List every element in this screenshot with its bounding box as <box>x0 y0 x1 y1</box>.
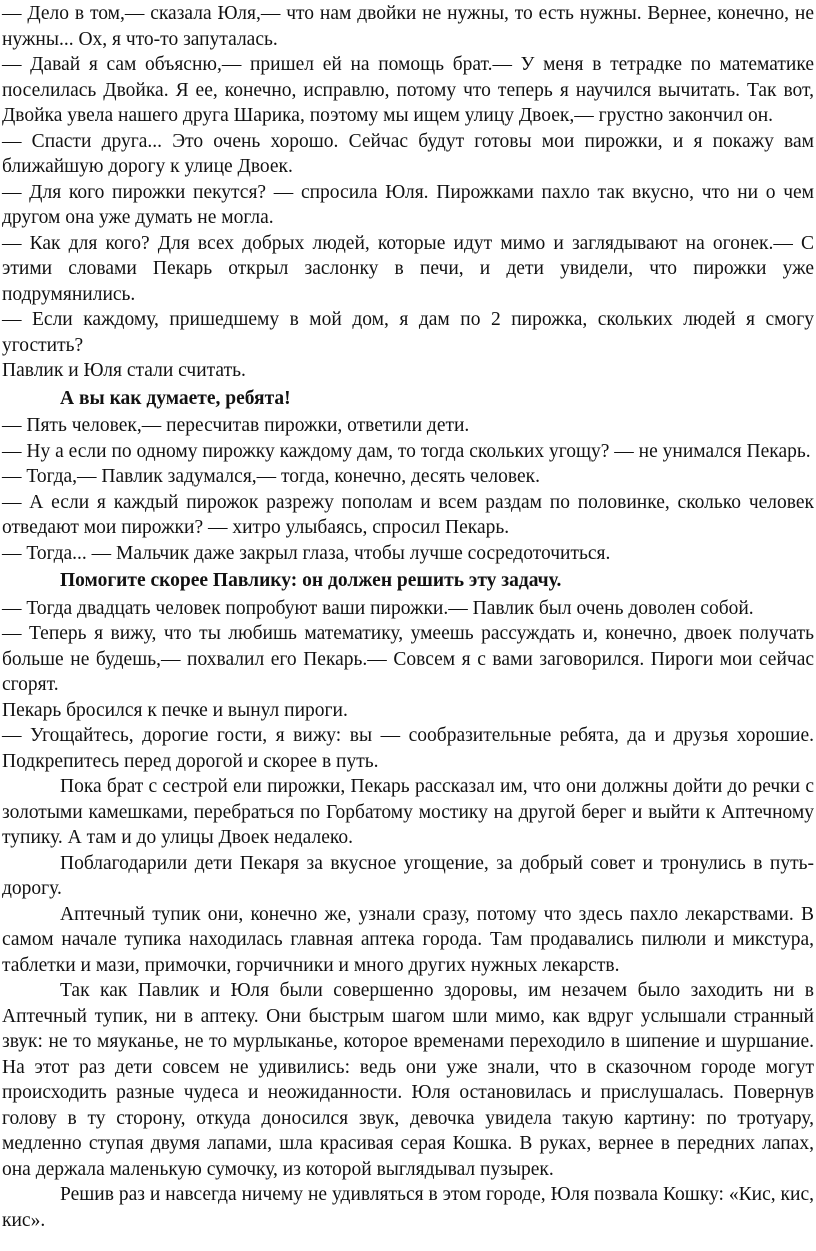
paragraph-13: — Тогда... — Мальчик даже закрыл глаза, чтобы лучше сосредоточиться. <box>2 542 611 564</box>
paragraph-4: — Для кого пирожки пекутся? — спросила Юля. Пирожками пахло так вкусно, что ни о чем другом она уже думать не могла. <box>2 181 814 228</box>
paragraph-19: Пока брат с сестрой ели пирожки, Пекарь рассказал им, что они должны дойти до речки с золотыми камешками, перебраться по Горбатому мостику на другой берег и выйти к Аптечному тупику. А там и до улицы Двоек недалеко. <box>2 776 814 848</box>
paragraph-15: — Тогда двадцать человек попробуют ваши пирожки.— Павлик был очень доволен собой. <box>2 597 754 619</box>
paragraph-3: — Спасти друга... Это очень хорошо. Сейчас будут готовы мои пирожки, и я покажу вам ближайшую дорогу к улице Двоек. <box>2 130 814 177</box>
paragraph-11: — Тогда,— Павлик задумался,— тогда, конечно, десять человек. <box>2 466 541 487</box>
paragraph-9: — Пять человек,— пересчитав пирожки, ответили дети. <box>2 415 470 436</box>
paragraph-16: — Теперь я вижу, что ты любишь математику, умеешь рассуждать и, конечно, двоек получать больше не будешь,— похвалил его Пекарь.— Совсем я с вами заговорился. Пироги мои сейчас сгорят. <box>2 623 814 695</box>
task-heading: Помогите скорее Павлику: он должен решить эту задачу. <box>60 570 562 591</box>
paragraph-23: Решив раз и навсегда ничему не удивляться в этом городе, Юля позвала Кошку: «Кис, кис, кис». <box>2 1184 814 1231</box>
paragraph-5: — Как для кого? Для всех добрых людей, которые идут мимо и заглядывают на огонек.— С этими словами Пекарь открыл заслонку в печи, и дети увидели, что пирожки уже подрумянились. <box>2 232 814 305</box>
paragraph-20: Поблагодарили дети Пекаря за вкусное угощение, за добрый совет и тронулись в путь-дорогу. <box>2 852 814 899</box>
paragraph-2: — Давай я сам объясню,— пришел ей на помощь брат.— У меня в тетрадке по математике поселилась Двойка. Я ее, конечно, исправлю, потому что теперь я научился вычитать. Так вот, Двойка увела нашего друга Шарика, поэтому мы ищем улицу Двоек,— грустно закончил он. <box>2 54 814 126</box>
paragraph-22: Так как Павлик и Юля были совершенно здоровы, им незачем было заходить ни в Аптечный тупик, ни в аптеку. Они быстрым шагом шли мимо, как вдруг услышали странный звук: не то мяуканье, не то мурлыканье, которое временами переходило в шипение и шуршание. На этот раз дети совсем не удивились: ведь они уже знали, что в сказочном городе могут происходить разные чудеса и неожиданности. Юля остановилась и прислушалась. Повернув голову в ту сторону, откуда доносился звук, девочка увидела такую картину: по тротуару, медленно ступая двумя лапами, шла красивая серая Кошка. В руках, вернее в передних лапах, она держала маленькую сумочку, из которой выглядывал пузырек. <box>2 980 814 1180</box>
paragraph-18: — Угощайтесь, дорогие гости, я вижу: вы — сообразительные ребята, да и друзья хорошие. Подкрепитесь перед дорогой и скорее в путь. <box>2 725 814 772</box>
paragraph-12: — А если я каждый пирожок разрежу пополам и всем раздам по половинке, сколько человек отведают мои пирожки? — хитро улыбаясь, спросил Пекарь. <box>2 491 814 538</box>
reader-question-heading: А вы как думаете, ребята! <box>60 387 291 409</box>
paragraph-1: — Дело в том,— сказала Юля,— что нам двойки не нужны, то есть нужны. Вернее, конечно, не нужны... Ох, я что-то запуталась. <box>2 3 814 50</box>
paragraph-21: Аптечный тупик они, конечно же, узнали сразу, потому что здесь пахло лекарствами. В самом начале тупика находилась главная аптека города. Там продавались пилюли и микстура, таблетки и мази, примочки, горчичники и много других нужных лекарств. <box>2 903 814 976</box>
paragraph-17: Пекарь бросился к печке и вынул пироги. <box>2 699 348 721</box>
paragraph-7: Павлик и Юля стали считать. <box>2 360 246 381</box>
paragraph-10: — Ну а если по одному пирожку каждому дам, то тогда скольких угощу? — не унимался Пекарь. <box>2 440 811 462</box>
paragraph-6: — Если каждому, пришедшему в мой дом, я дам по 2 пирожка, скольких людей я смогу угостить? <box>2 309 814 356</box>
